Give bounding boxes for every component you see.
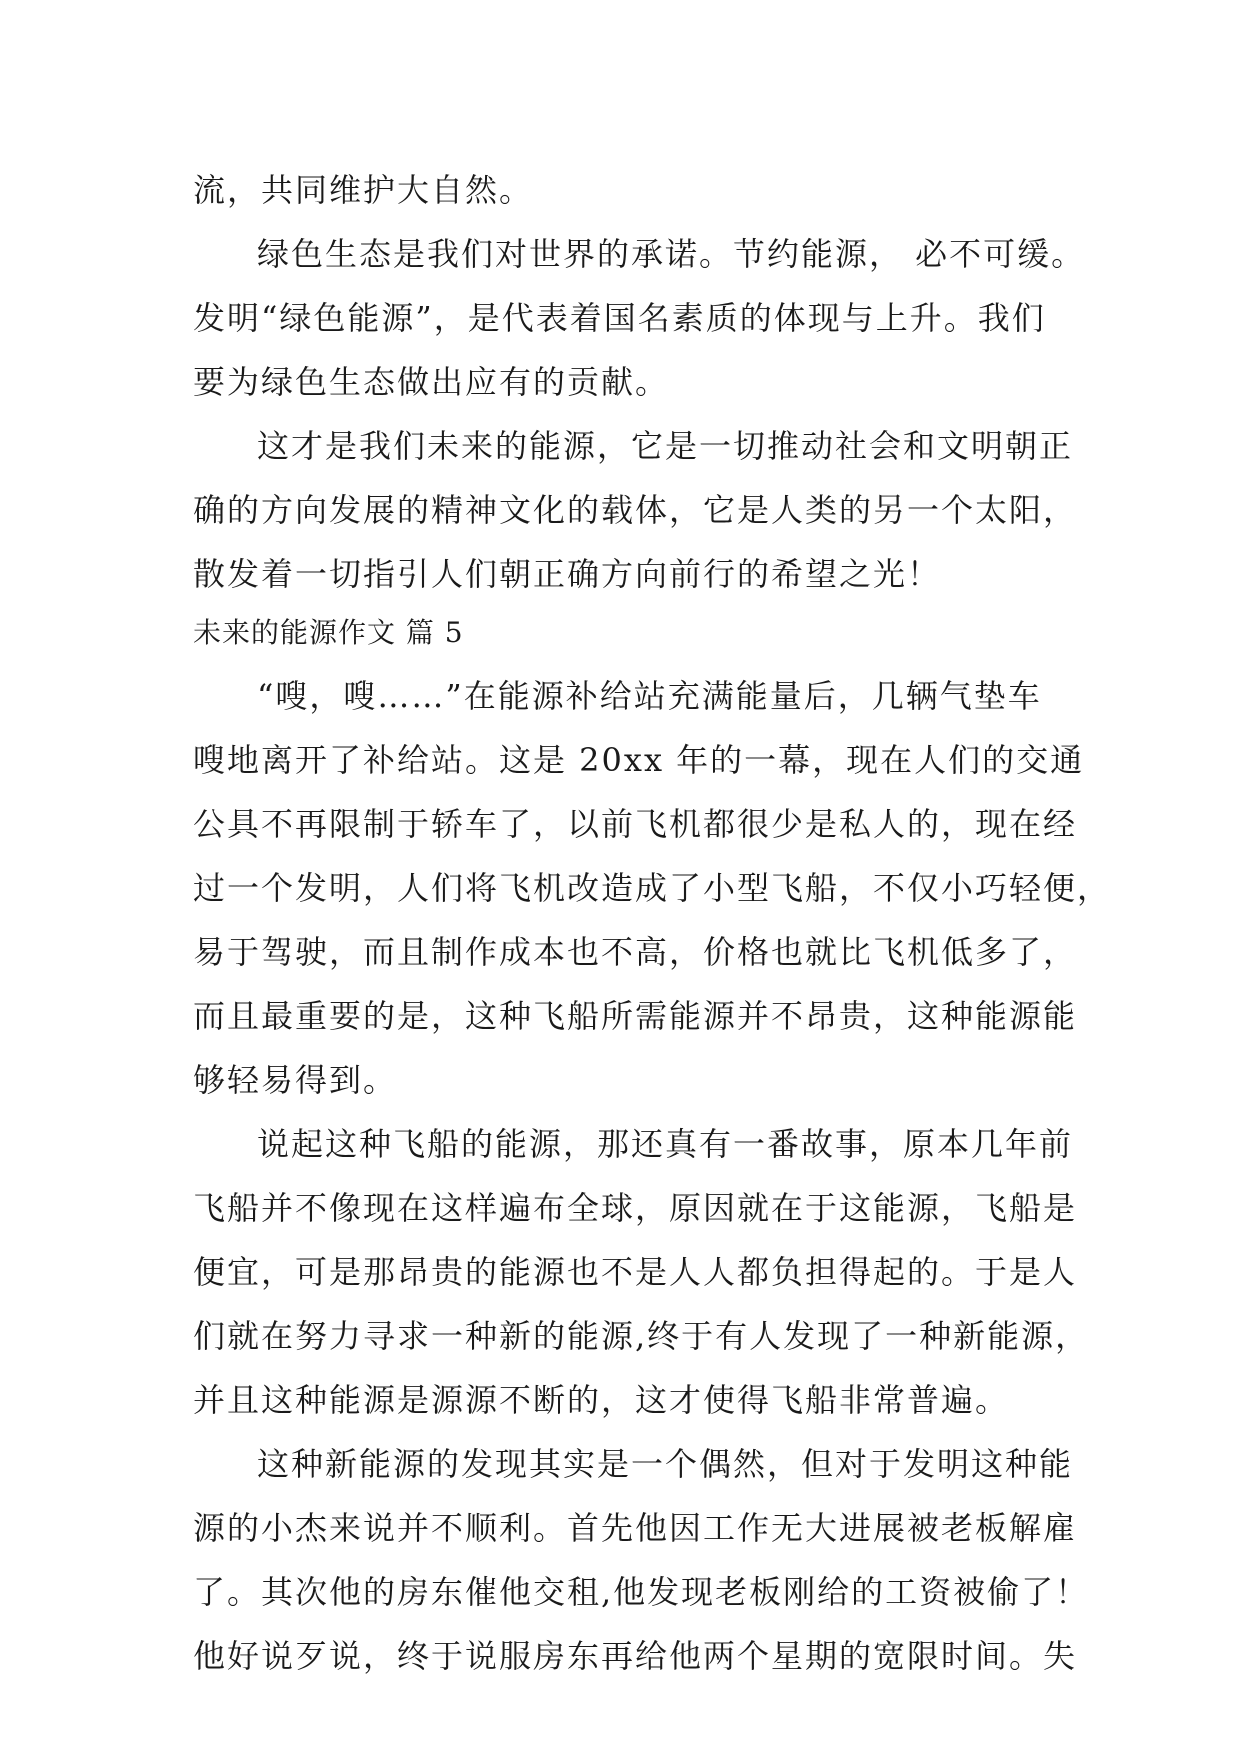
text-line: 发明“绿色能源”，是代表着国名素质的体现与上升。我们 <box>193 299 1046 337</box>
text-line: 过一个发明，人们将飞机改造成了小型飞船，不仅小巧轻便， <box>193 869 1112 907</box>
text-line: 要为绿色生态做出应有的贡献。 <box>193 363 670 401</box>
text-line: 散发着一切指引人们朝正确方向前行的希望之光！ <box>193 555 942 593</box>
text-line: 易于驾驶，而且制作成本也不高，价格也就比飞机低多了， <box>193 933 1078 971</box>
text-line: 这才是我们未来的能源，它是一切推动社会和文明朝正 <box>257 427 1074 465</box>
text-line: 便宜，可是那昂贵的能源也不是人人都负担得起的。于是人 <box>193 1253 1078 1291</box>
text-line: 嗖地离开了补给站。这是 20xx 年的一幕，现在人们的交通 <box>193 741 1085 779</box>
section-heading: 未来的能源作文 篇 5 <box>193 616 464 649</box>
paragraphs-part-1 <box>193 158 1086 606</box>
text-line: 确的方向发展的精神文化的载体，它是人类的另一个太阳， <box>193 491 1078 529</box>
text-line: 们就在努力寻求一种新的能源,终于有人发现了一种新能源， <box>193 1317 1090 1355</box>
text-line: 公具不再限制于轿车了，以前飞机都很少是私人的，现在经 <box>193 805 1078 843</box>
text-line: 而且最重要的是，这种飞船所需能源并不昂贵，这种能源能 <box>193 997 1078 1035</box>
text-line: 了。其次他的房东催他交租,他发现老板刚给的工资被偷了！ <box>193 1573 1090 1611</box>
text-line: “嗖，嗖……”在能源补给站充满能量后，几辆气垫车 <box>257 677 1042 715</box>
text-line: 绿色生态是我们对世界的承诺。节约能源， 必不可缓。 <box>257 235 1086 273</box>
document-body <box>193 158 1112 1688</box>
text-line: 飞船并不像现在这样遍布全球，原因就在于这能源，飞船是 <box>193 1189 1078 1227</box>
text-line: 说起这种飞船的能源，那还真有一番故事，原本几年前 <box>257 1125 1074 1163</box>
text-line: 源的小杰来说并不顺利。首先他因工作无大进展被老板解雇 <box>193 1509 1078 1547</box>
text-line: 流，共同维护大自然。 <box>193 171 534 209</box>
paragraphs-part-2 <box>193 664 1112 1688</box>
text-line: 这种新能源的发现其实是一个偶然，但对于发明这种能 <box>257 1445 1074 1483</box>
text-line: 他好说歹说，终于说服房东再给他两个星期的宽限时间。失 <box>193 1637 1078 1675</box>
text-line: 够轻易得到。 <box>193 1061 398 1099</box>
text-line: 并且这种能源是源源不断的，这才使得飞船非常普遍。 <box>193 1381 1010 1419</box>
